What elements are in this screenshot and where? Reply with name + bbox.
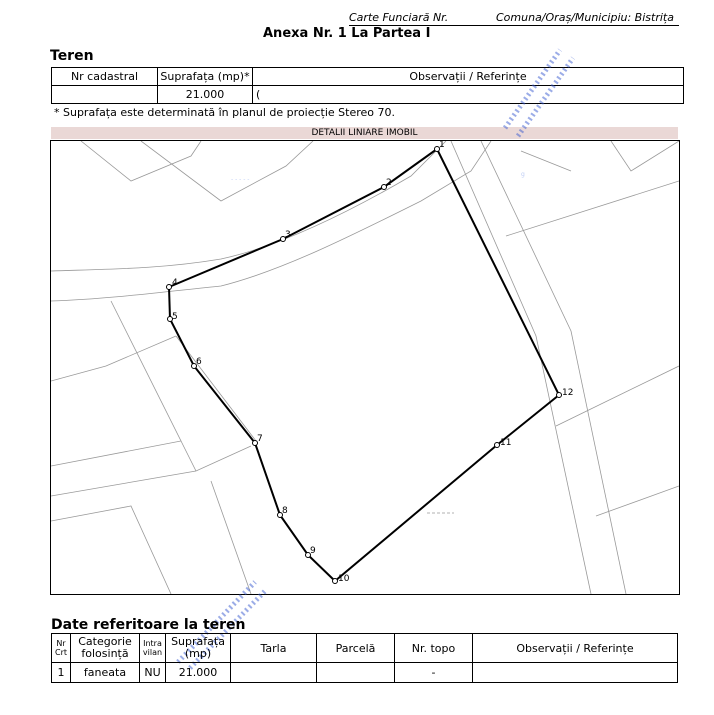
cell-parcela: [317, 663, 395, 683]
col-nr-cadastral: Nr cadastral: [52, 68, 158, 86]
boundary-line: [181, 441, 251, 471]
vertex-label: 10: [338, 574, 350, 584]
vertex-label: 4: [172, 278, 178, 288]
boundary-line: [51, 336, 176, 381]
vertex-label: 2: [386, 178, 392, 188]
cell-tarla: [231, 663, 317, 683]
vertex-label: 5: [172, 312, 178, 322]
boundary-line: [556, 366, 679, 426]
boundary-line: [596, 486, 679, 516]
col-observatii: Observații / Referințe: [473, 634, 678, 663]
stereo-note: * Suprafața este determinată în planul de proiecție Stereo 70.: [54, 106, 396, 119]
cell-categorie: faneata: [71, 663, 140, 683]
boundary-line: [51, 301, 181, 466]
boundary-line: [481, 141, 626, 594]
date-teren-section-title: Date referitoare la teren: [51, 617, 246, 633]
background-lines: [51, 141, 679, 594]
col-parcela: Parcelă: [317, 634, 395, 663]
vertex-label: 8: [282, 506, 288, 516]
cell-nr-topo: -: [395, 663, 473, 683]
cell-nr-crt: 1: [52, 663, 71, 683]
road-line: [51, 141, 491, 301]
vertex-label: 1: [439, 141, 445, 150]
col-suprafata: Suprafața (mp)*: [158, 68, 253, 86]
col-tarla: Tarla: [231, 634, 317, 663]
map-hatch: [231, 171, 525, 183]
cell-suprafata: 21.000: [158, 86, 253, 104]
boundary-line: [211, 481, 251, 594]
cell-suprafata: 21.000: [166, 663, 231, 683]
vertex-label: 7: [257, 434, 263, 444]
carte-funciara-label: Carte Funciară Nr.: [349, 11, 449, 24]
cell-intravilan: NU: [140, 663, 166, 683]
teren-table: [51, 67, 684, 104]
boundary-line: [506, 181, 679, 236]
vertex-marker: [333, 579, 338, 584]
col-suprafata: Suprafața (mp): [166, 634, 231, 663]
vertex-marker: [167, 285, 172, 290]
road-line: [51, 141, 446, 271]
vertex-label: 11: [500, 438, 512, 448]
boundary-line: [141, 141, 313, 201]
boundary-line: [176, 336, 256, 441]
vertex-label: 9: [310, 546, 316, 556]
hatch-mark: g: [521, 171, 525, 178]
vertex-marker: [495, 443, 500, 448]
vertex-marker: [557, 393, 562, 398]
boundary-line: [611, 141, 679, 171]
vertex-label: 6: [196, 357, 202, 367]
vertex-label: 12: [562, 388, 574, 398]
col-observatii: Observații / Referințe: [253, 68, 684, 86]
cell-nr-cadastral: [52, 86, 158, 104]
detalii-band: DETALII LINIARE IMOBIL: [51, 127, 678, 139]
teren-header-row: [52, 68, 684, 86]
parcel-map: [50, 140, 680, 595]
col-nr-topo: Nr. topo: [395, 634, 473, 663]
comuna-label: Comuna/Oraș/Municipiu: Bistrița: [496, 11, 674, 24]
boundary-line: [451, 141, 591, 594]
col-categorie: Categorie folosință: [71, 634, 140, 663]
boundary-line: [51, 506, 171, 594]
cell-observatii: (: [253, 86, 684, 104]
boundary-line: [521, 151, 571, 171]
teren-data-row: [52, 86, 684, 104]
col-intravilan: Intra vilan: [140, 634, 166, 663]
col-nr-crt: Nr Crt: [52, 634, 71, 663]
boundary-line: [81, 141, 201, 181]
anexa-title: Anexa Nr. 1 La Partea I: [263, 26, 431, 41]
hatch-mark: - - - - -: [231, 176, 250, 183]
boundary-line: [51, 471, 196, 496]
parcel-boundary: [169, 149, 559, 581]
parcel-map-svg: [51, 141, 679, 594]
cell-observatii: [473, 663, 678, 683]
date-teren-data-row: [52, 663, 678, 683]
vertex-label: 3: [285, 230, 291, 240]
date-teren-table: [51, 633, 678, 683]
date-teren-header-row: [52, 634, 678, 663]
teren-section-title: Teren: [50, 48, 94, 64]
